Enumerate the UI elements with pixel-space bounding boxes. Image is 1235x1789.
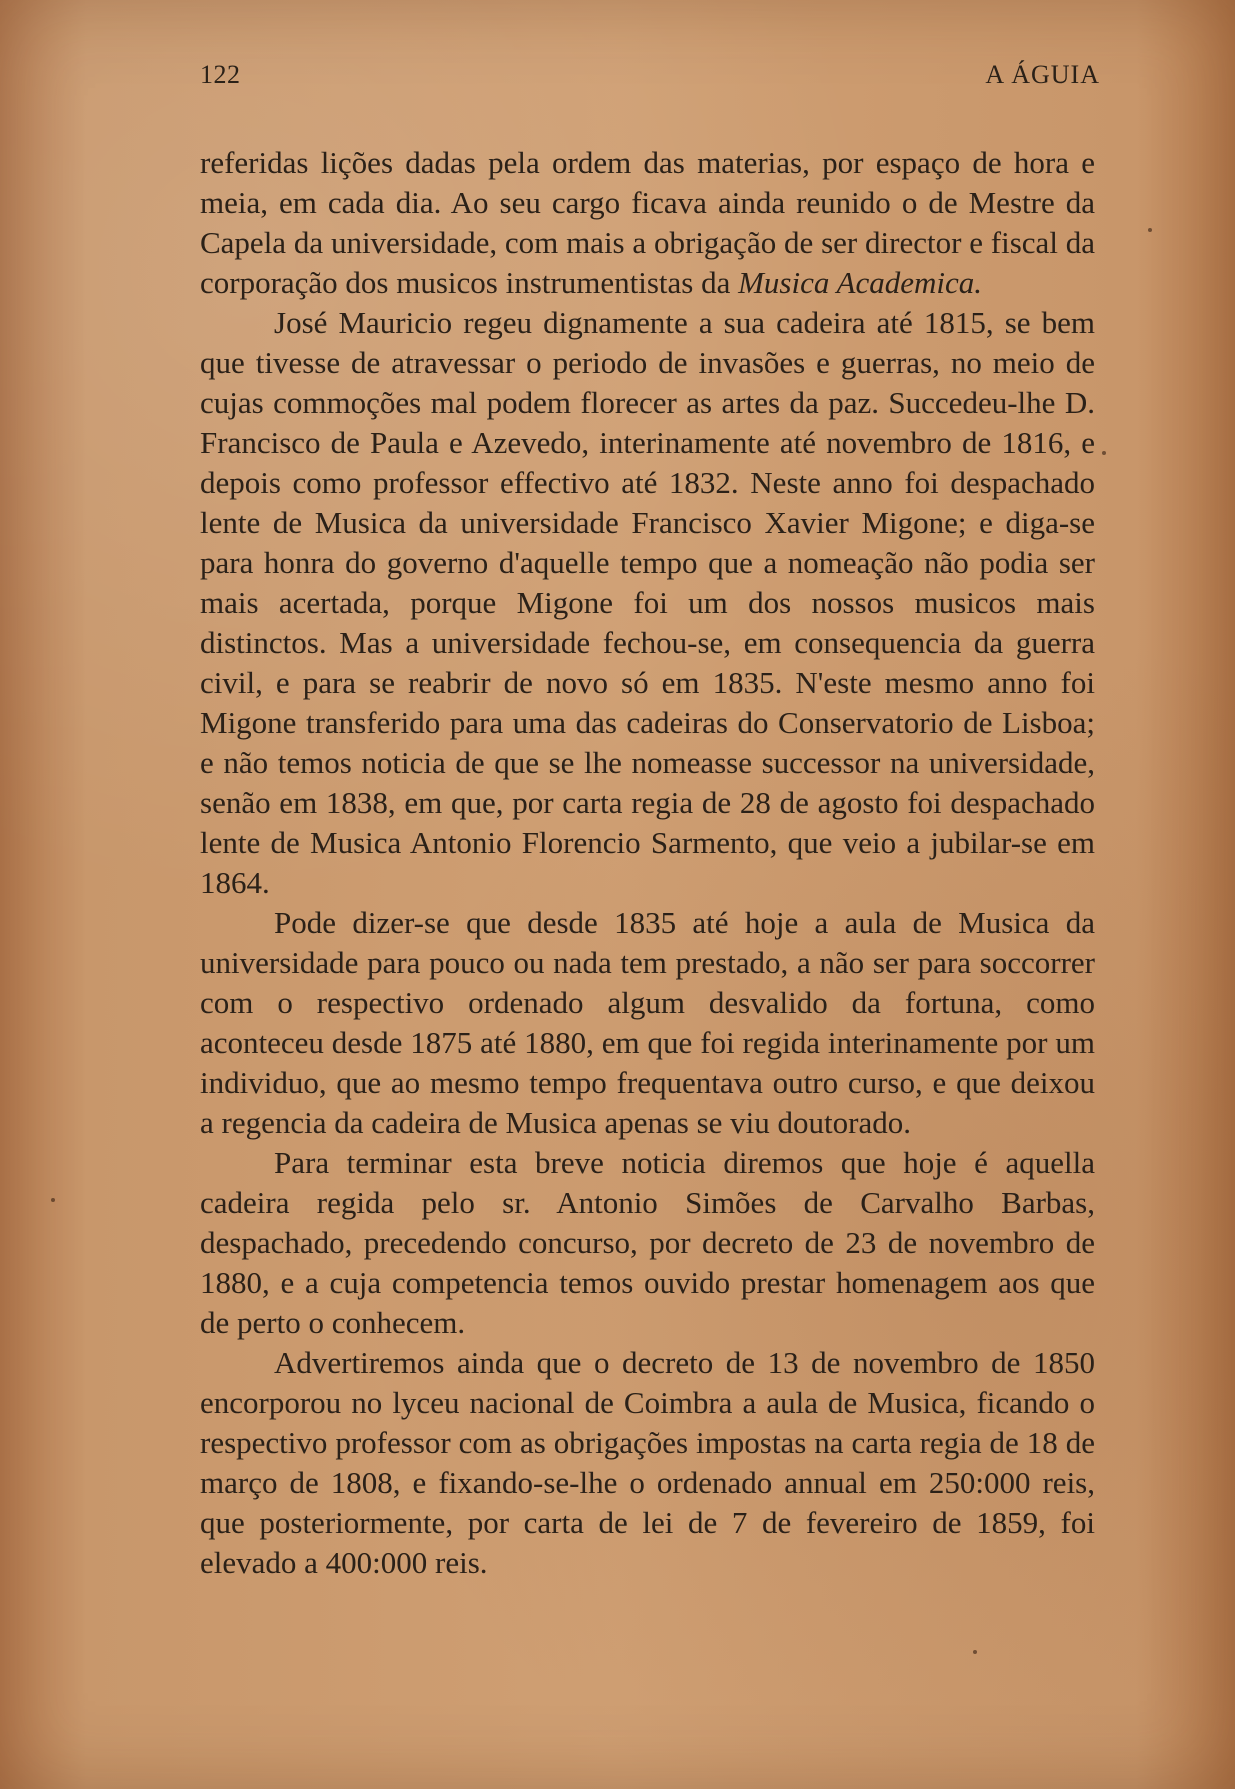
paper-speck — [1148, 228, 1152, 232]
paper-speck — [51, 1198, 55, 1202]
paragraph-5: Advertiremos ainda que o decreto de 13 de novembro de 1850 encorporou no lyceu nacional de Coimbra a aula de Musica, ficando o respectivo professor com as obrigações impostas na carta regia de 18 de março de 1808, e fixando-se-lhe o ordenado annual em 250:000 reis, que posteriormente, por carta de lei de 7 de fevereiro de 1859, foi elevado a 400:000 reis. — [200, 1345, 1095, 1580]
page-number: 122 — [200, 60, 241, 89]
paragraph-1-text: referidas lições dadas pela ordem das materias, por espaço de hora e meia, em cada dia. Ao seu cargo ficava ainda reunido o de Mestre da Capela da universidade, com mais a obrigação de ser director e fiscal da corporação dos musicos instrumentistas da — [200, 145, 1095, 300]
page-header — [200, 60, 1100, 100]
running-title: A ÁGUIA — [985, 60, 1100, 89]
paragraph-1-italic: Musica Academica. — [738, 265, 983, 300]
paragraph-3: Pode dizer-se que desde 1835 até hoje a aula de Musica da universidade para pouco ou nada tem prestado, a não ser para soccorrer com o respectivo ordenado algum desvalido da fortuna, como aconteceu desde 1875 até 1880, em que foi regida interinamente por um individuo, que ao mesmo tempo frequentava outro curso, e que deixou a regencia da cadeira de Musica apenas se viu doutorado. — [200, 905, 1095, 1140]
paragraph-2: José Mauricio regeu dignamente a sua cadeira até 1815, se bem que tivesse de atravessar o periodo de invasões e guerras, no meio de cujas commoções mal podem florecer as artes da paz. Succedeu-lhe D. Francisco de Paula e Azevedo, interinamente até novembro de 1816, e depois como professor effectivo até 1832. Neste anno foi despachado lente de Musica da universidade Francisco Xavier Migone; e diga-se para honra do governo d'aquelle tempo que a nomeação não podia ser mais acertada, porque Migone foi um dos nossos musicos mais distinctos. Mas a universidade fechou-se, em consequencia da guerra civil, e para se reabrir de novo só em 1835. N'este mesmo anno foi Migone transferido para uma das cadeiras do Conservatorio de Lisboa; e não temos noticia de que se lhe nomeasse successor na universidade, senão em 1838, em que, por carta regia de 28 de agosto foi despachado lente de Musica Antonio Florencio Sarmento, que veio a jubilar-se em 1864. — [200, 305, 1095, 900]
paragraph-1 — [200, 143, 1095, 303]
main-text — [200, 143, 1095, 1583]
paragraph-4: Para terminar esta breve noticia diremos que hoje é aquella cadeira regida pelo sr. Antonio Simões de Carvalho Barbas, despachado, precedendo concurso, por decreto de 23 de novembro de 1880, e a cuja competencia temos ouvido prestar homenagem aos que de perto o conhecem. — [200, 1145, 1095, 1340]
paper-speck — [973, 1650, 977, 1654]
paper-speck — [1102, 451, 1106, 455]
